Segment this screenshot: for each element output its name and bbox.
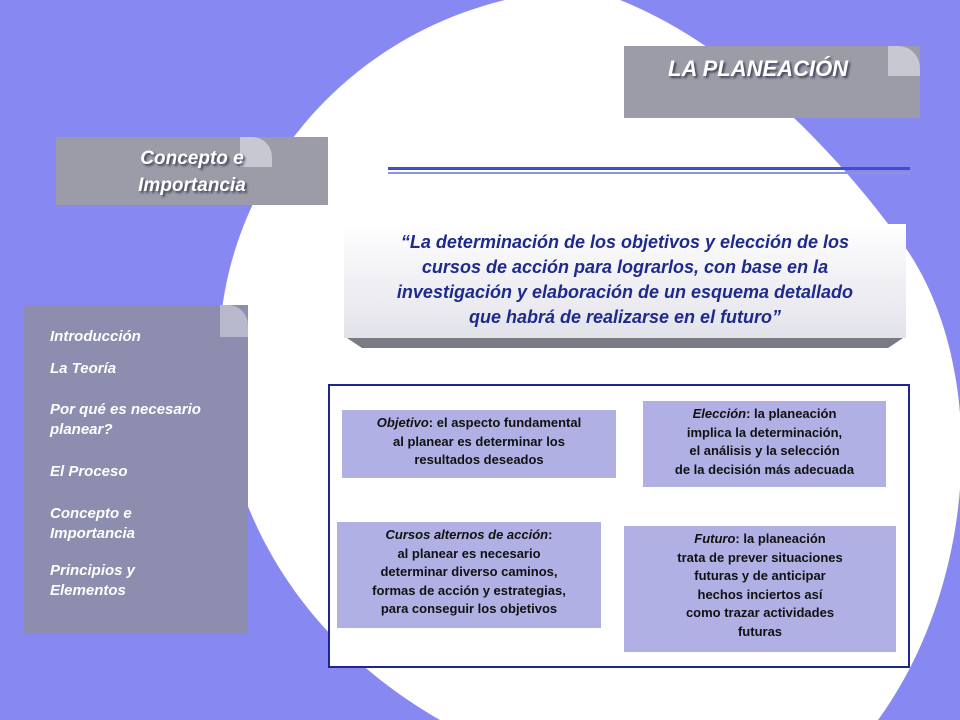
section-title-line2: Importancia xyxy=(138,175,246,196)
nav-item-introduccion[interactable] xyxy=(50,327,246,347)
nav-item-label: Principios y xyxy=(50,562,136,579)
card-line: determinar diverso caminos, xyxy=(380,564,558,579)
card-cursos-alternos xyxy=(337,522,601,628)
page-title: LA PLANEACIÓN xyxy=(668,56,849,81)
card-futuro xyxy=(624,526,896,652)
nav-item-label: Concepto e xyxy=(50,505,132,522)
definition-quote xyxy=(350,230,900,330)
nav-item-label: Elementos xyxy=(50,582,126,599)
card-line: hechos inciertos así xyxy=(697,586,823,602)
card-line: : el aspecto fundamental xyxy=(428,415,582,430)
card-line: resultados deseados xyxy=(414,452,544,467)
card-eleccion xyxy=(643,401,886,487)
card-line: al planear es determinar los xyxy=(393,433,565,449)
card-line: : la planeación xyxy=(746,406,837,421)
nav-item-el-proceso[interactable] xyxy=(50,462,246,482)
nav-item-por-que-planear[interactable] xyxy=(50,400,246,440)
nav-item-label: planear? xyxy=(50,421,113,438)
section-title-line1: Concepto e xyxy=(140,148,244,169)
card-line: trata de prever situaciones xyxy=(677,549,843,565)
card-line: como trazar actividades xyxy=(685,605,835,620)
card-line: futuras xyxy=(737,623,783,639)
nav-item-label: Introducción xyxy=(50,328,141,345)
card-term: Objetivo xyxy=(376,415,429,430)
card-line: de la decisión más adecuada xyxy=(674,461,855,477)
nav-item-label: La Teoría xyxy=(50,360,117,377)
card-line: implica la determinación, xyxy=(686,424,843,440)
divider-line xyxy=(388,167,910,170)
definition-line: “La determinación de los objetivos y elección de los xyxy=(400,232,850,252)
definition-line: cursos de acción para lograrlos, con base en la xyxy=(421,257,829,277)
nav-item-label: El Proceso xyxy=(50,463,128,480)
section-title xyxy=(72,145,312,199)
definition-line: investigación y elaboración de un esquema detallado xyxy=(396,282,854,302)
card-term: Cursos alternos de acción xyxy=(385,527,549,542)
card-line: el análisis y la selección xyxy=(689,443,840,458)
card-line: : la planeación xyxy=(735,531,826,546)
card-line: futuras y de anticipar xyxy=(694,568,826,583)
card-line: formas de acción y estrategias, xyxy=(372,582,566,598)
nav-item-label: Importancia xyxy=(50,525,136,542)
card-line: al planear es necesario xyxy=(397,545,541,561)
definition-bevel xyxy=(340,336,912,352)
card-objetivo xyxy=(342,410,616,478)
definition-line: que habrá de realizarse en el futuro” xyxy=(468,307,782,327)
nav-item-label: Por qué es necesario xyxy=(50,401,201,418)
divider-line-shadow xyxy=(388,172,910,174)
nav-item-principios-elementos[interactable] xyxy=(50,561,246,601)
card-line: para conseguir los objetivos xyxy=(380,601,558,616)
nav-item-concepto-importancia[interactable] xyxy=(50,504,246,544)
nav-item-la-teoria[interactable] xyxy=(50,359,246,379)
card-line: : xyxy=(548,527,553,542)
card-term: Futuro xyxy=(694,531,736,546)
card-term: Elección xyxy=(692,406,747,421)
